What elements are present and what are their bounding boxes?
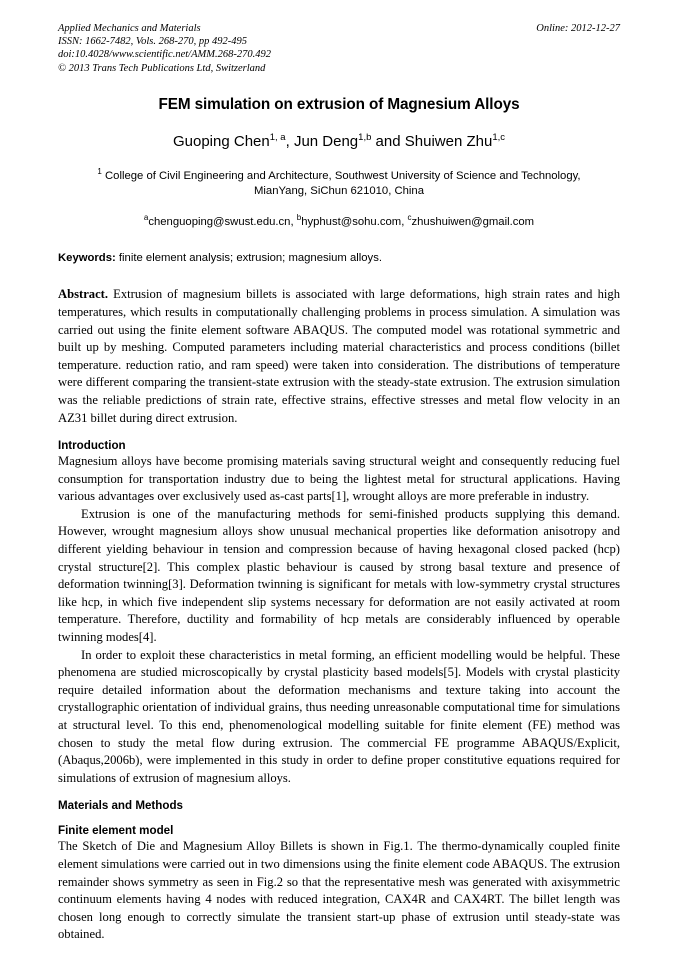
keywords-label: Keywords: (58, 252, 116, 265)
email-c: zhushuiwen@gmail.com (411, 215, 535, 228)
section-heading-finite-element-model: Finite element model (58, 824, 174, 838)
affiliation-line-1: College of Civil Engineering and Architecture, Southwest University of Science and Technology, (101, 169, 581, 182)
copyright-line: © 2013 Trans Tech Publications Ltd, Switzerland (58, 62, 266, 74)
doi-line: doi:10.4028/www.scientific.net/AMM.268-270.492 (58, 49, 271, 61)
author-2-name: Jun Deng (293, 132, 359, 150)
author-2-affil-marker: 1,b (358, 131, 372, 143)
affiliation-marker: 1 (97, 166, 102, 176)
paragraph-fem-1: The Sketch of Die and Magnesium Alloy Billets is shown in Fig.1. The thermo-dynamically coupled finite element simulations were carried out in two dimensions using the finite element code ABAQUS. The extrusion remainder shows symmetry as seen in Fig.2 so that the representative mesh was generated with axisymmetric continuum elements having 4 nodes with reduced integration, CAX4R and CAX4RT. The billet length was chosen long enough to correctly simulate the transient start-up phase of extrusion until steady-state was obtained. (58, 839, 620, 942)
header-journal-block (58, 22, 271, 75)
page-header (58, 22, 620, 75)
paragraph-intro-1: Magnesium alloys have become promising materials saving structural weight and consequently reducing fuel consumption for transportation industry due to being the lightest metal for structural applications. Having various advantages over exclusively used as-cast parts[1], wrought alloys are more preferable in industry. (58, 454, 620, 504)
paragraph-intro-3: In order to exploit these characteristics in metal forming, an efficient modelling would be helpful. These phenomena are studied microscopically by crystal plasticity based models[5]. Models with crystal plasticity require detailed information about the deformation mechanisms and texture taking into account the crystallographic orientation of individual grains, thus needing unreasonable computational time for simulations at structural level. To this end, phenomenological modelling suitable for finite element (FE) method was chosen to study the metal flow during extrusion. The commercial FE programme ABAQUS/Explicit, (Abaqus,2006b), were implemented in this study in order to define proper constitutive equations required for simulations of extrusion of magnesium alloys. (58, 647, 620, 785)
author-separator-1: , (285, 132, 294, 150)
journal-name: Applied Mechanics and Materials (58, 23, 201, 34)
affiliation-line-2: MianYang, SiChun 621010, China (254, 184, 424, 197)
author-1-affil-marker: 1, a (269, 131, 286, 143)
keywords-block (58, 252, 620, 264)
section-heading-introduction: Introduction (58, 439, 126, 453)
author-list (58, 132, 620, 150)
page-title: FEM simulation on extrusion of Magnesium Alloys (158, 95, 520, 113)
author-1-name: Guoping Chen (172, 132, 270, 150)
section-heading-materials-and-methods: Materials and Methods (58, 799, 183, 813)
online-date: Online: 2012-12-27 (536, 23, 620, 34)
email-b: hyphust@sohu.com, (301, 215, 408, 228)
email-marker-a: a (143, 212, 149, 222)
author-3-name: Shuiwen Zhu (404, 132, 493, 150)
abstract-text: Extrusion of magnesium billets is associated with large deformations, high strain rates and high temperatures, which results in computationally challenging problems in process simulation. A simulation was carried out using the finite element software ABAQUS. The computed model was rotational symmetric and built up by meshing. Computed parameters including material characteristics and process conditions (billet temperature. reduction ratio, and ram speed) were taken into consideration. The distributions of temperature were different comparing the transient-state extrusion with the steady-state extrusion. The extrusion simulation was the reliable predictions of strain rate, effective strains, effective stresses and metal flow velocity in an AZ31 billet during direct extrusion. (58, 287, 620, 425)
author-separator-2: and (371, 132, 405, 150)
email-block (58, 213, 620, 228)
issn-line: ISSN: 1662-7482, Vols. 268-270, pp 492-495 (58, 36, 247, 48)
email-marker-c: c (407, 212, 412, 222)
affiliation-block (58, 164, 620, 199)
author-3-affil-marker: 1,c (492, 131, 505, 143)
paragraph-intro-2: Extrusion is one of the manufacturing methods for semi-finished products supplying this demand. However, wrought magnesium alloys show unusual mechanical properties like deformation anisotropy and different yielding behaviour in tension and compression because of having hexagonal closed packed (hcp) crystal structure[2]. This complex plastic behaviour is caused by strong basal texture and presence of deformation twinning[3]. Deformation twinning is significant for metals with low-symmetry crystal structures like hcp, in which five independent slip systems necessary for deformation are not easily activated at room temperature. Therefore, ductility and formability of hcp metals are considerably influenced by operable twinning modes[4]. (58, 506, 620, 645)
abstract-label: Abstract. (58, 287, 109, 302)
email-a: chenguoping@swust.edu.cn, (148, 215, 297, 228)
email-marker-b: b (296, 212, 302, 222)
keywords-value: finite element analysis; extrusion; magnesium alloys. (115, 252, 382, 265)
abstract-block (58, 286, 620, 427)
